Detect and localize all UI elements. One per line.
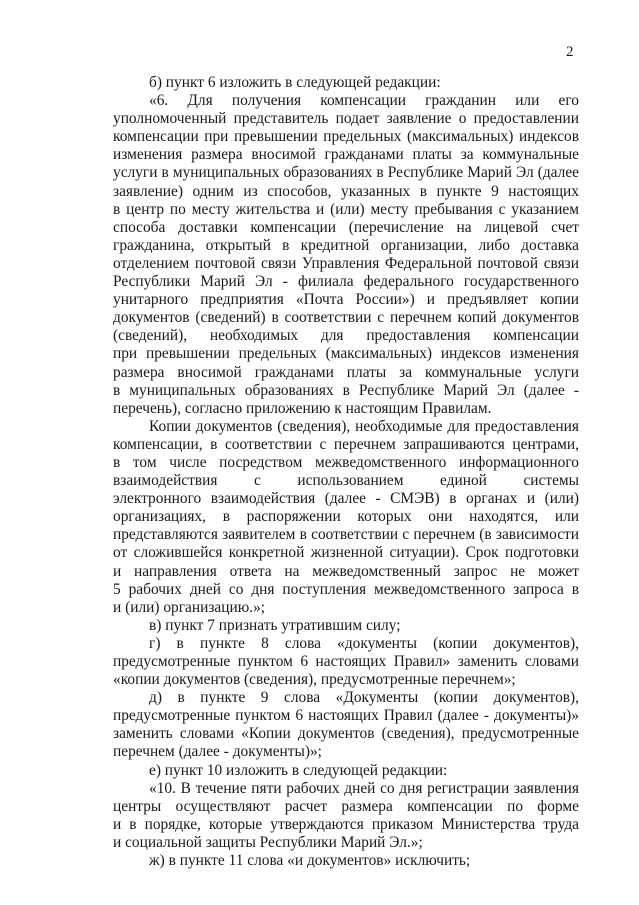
text-line: д) в пункте 9 слова «Документы (копии документов), <box>149 689 579 707</box>
text-line: электронного взаимодействия (далее - СМЭВ) в органах и (или) <box>113 490 579 508</box>
text-line: б) пункт 6 изложить в следующей редакции: <box>149 74 441 91</box>
text-line: размера вносимой гражданами платы за коммунальные услуги <box>113 363 579 381</box>
text-line: Копии документов (сведения), необходимые для предоставления <box>149 417 579 435</box>
text-line: в муниципальных образованиях в Республике Марий Эл (далее - <box>113 381 579 399</box>
text-line: унитарного предприятия «Почта России») и предъявляет копии <box>113 291 579 309</box>
text-line: 5 рабочих дней со дня поступления межведомственного запроса в <box>113 580 579 598</box>
page-number: 2 <box>566 44 574 60</box>
text-line: предусмотренные пунктом 6 настоящих Правил» заменить словами <box>113 653 579 670</box>
text-line: компенсации, в соответствии с перечнем запрашиваются центрами, <box>113 435 579 453</box>
text-line: и направления ответа на межведомственный запрос не может <box>113 562 579 580</box>
text-line: заменить словами «Копии документов (сведения), предусмотренные <box>113 725 579 743</box>
text-line: документов (сведений) в соответствии с перечнем копий документов <box>113 309 579 327</box>
text-line: услуги в муниципальных образованиях в Республике Марий Эл (далее <box>113 164 579 182</box>
text-line: заявление) одним из способов, указанных в пункте 9 настоящих <box>113 182 579 200</box>
text-line: в центр по месту жительства и (или) месту пребывания с указанием <box>113 200 579 218</box>
text-line: ж) в пункте 11 слова «и документов» исключить; <box>149 852 471 870</box>
text-line: при превышении предельных (максимальных) индексов изменения <box>113 345 579 363</box>
text-line: г) в пункте 8 слова «документы (копии документов), <box>149 634 579 652</box>
text-line: взаимодействия с использованием единой системы <box>113 472 579 490</box>
text-line: и в порядке, которые утверждаются приказом Министерства труда <box>113 815 579 833</box>
text-line: предусмотренные пунктом 6 настоящих Правил (далее - документы)» <box>113 707 579 725</box>
text-line: в том числе посредством межведомственного информационного <box>113 453 579 471</box>
text-line: организациях, в распоряжении которых они находятся, или <box>113 508 579 526</box>
text-line: гражданина, открытый в кредитной организации, либо доставка <box>113 236 579 254</box>
text-line: перечень), согласно приложению к настоящим Правилам. <box>113 399 492 417</box>
text-line: представляются заявителем в соответствии с перечнем (в зависимости <box>113 526 579 544</box>
document-body <box>113 74 579 870</box>
text-line: «копии документов (сведения), предусмотренные перечнем»; <box>113 671 516 689</box>
text-line: (сведений), необходимых для предоставления компенсации <box>113 327 579 345</box>
text-line: и (или) организацию.»; <box>113 598 266 616</box>
text-line: и социальной защиты Республики Марий Эл.»; <box>113 833 423 851</box>
text-line: от сложившейся конкретной жизненной ситуации). Срок подготовки <box>113 544 579 562</box>
text-line: «6. Для получения компенсации гражданин или его <box>149 92 579 110</box>
text-line: изменения размера вносимой гражданами платы за коммунальные <box>113 146 579 164</box>
text-line: в) пункт 7 признать утратившим силу; <box>149 616 401 634</box>
text-line: центры осуществляют расчет размера компенсации по форме <box>113 797 579 815</box>
text-line: способа доставки компенсации (перечисление на лицевой счет <box>113 218 579 236</box>
text-line: перечнем (далее - документы)»; <box>113 743 322 761</box>
text-line: Республики Марий Эл - филиала федерального государственного <box>113 273 579 291</box>
text-line: компенсации при превышении предельных (максимальных) индексов <box>113 128 579 146</box>
text-line: е) пункт 10 изложить в следующей редакции: <box>149 761 448 779</box>
text-line: отделением почтовой связи Управления Федеральной почтовой связи <box>113 254 579 272</box>
text-line: уполномоченный представитель подает заявление о предоставлении <box>113 110 579 128</box>
text-line: «10. В течение пяти рабочих дней со дня регистрации заявления <box>149 779 579 797</box>
